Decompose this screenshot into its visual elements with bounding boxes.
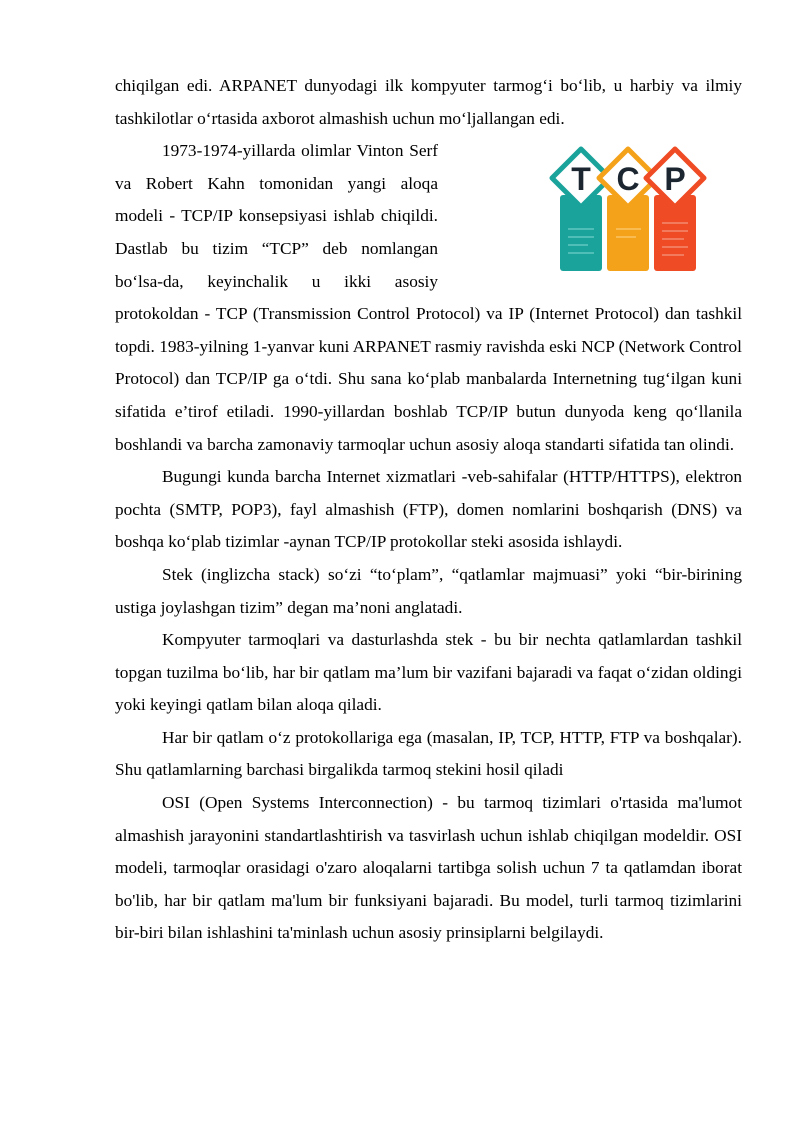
- paragraph-osi-model: OSI (Open Systems Interconnection) - bu tarmoq tizimlari o'rtasida ma'lumot almashish jarayonini standartlashtirish va tasvirlash uchun ishlab chiqilgan modeldir. OSI modeli, tarmoqlar orasidagi o'zaro aloqalarni tartibga solish uchun 7 ta qatlamdan iborat bo'lib, har bir qatlam ma'lum bir funksiyani bajaradi. Bu model, turli tarmoq tizimlarini bir-biri bilan ishlashini ta'minlash uchun asosiy prinsiplarni belgilaydi.: [115, 793, 742, 943]
- tcp-letter-p-text: P: [664, 161, 686, 198]
- paragraph-layer-protocols: Har bir qatlam o‘z protokollariga ega (masalan, IP, TCP, HTTP, FTP va boshqalar). Shu qatlamlarning barchasi birgalikda tarmoq stekini hosil qiladi: [115, 727, 742, 780]
- tcp-logo: [538, 143, 718, 273]
- tcp-letter-c-text: C: [616, 161, 640, 198]
- tcp-letter-t: [552, 149, 610, 271]
- tcp-section: [115, 135, 742, 461]
- tcp-letter-p: [646, 149, 704, 271]
- paragraph-tcp-ip-history: 1973-1974-yillarda olimlar Vinton Serf va Robert Kahn tomonidan yangi aloqa modeli - TCP/IP konsepsiyasi ishlab chiqildi. Dastlab bu tizim “TCP” deb nomlangan bo‘lsa-da, keyinchalik u ikki asosiy protokoldan - TCP (Transmission Control Protocol) va IP (Internet Protocol) dan tashkil topdi. 1983-yilning 1-yanvar kuni ARPANET rasmiy ravishda eski NCP (Network Control Protocol) dan TCP/IP ga o‘tdi. Shu sana ko‘plab manbalarda Internetning tug‘ilgan kuni sifatida e’tirof etiladi. 1990-yillardan boshlab TCP/IP butun dunyoda keng qo‘llanila boshlandi va barcha zamonaviy tarmoqlar uchun asosiy aloqa standarti sifatida tan olindi.: [115, 141, 742, 454]
- paragraph-internet-services: Bugungi kunda barcha Internet xizmatlari -veb-sahifalar (HTTP/HTTPS), elektron pochta (SMTP, POP3), fayl almashish (FTP), domen nomlarini boshqarish (DNS) va boshqa ko‘plab tizimlar -aynan TCP/IP protokollar steki asosida ishlaydi.: [115, 467, 742, 552]
- paragraph-stack-networks: Kompyuter tarmoqlari va dasturlashda stek - bu bir nechta qatlamlardan tashkil topgan tuzilma bo‘lib, har bir qatlam ma’lum bir vazifani bajaradi va faqat o‘zidan oldingi yoki keyingi qatlam bilan aloqa qiladi.: [115, 630, 742, 715]
- tcp-letter-c: [599, 149, 657, 271]
- document-page: [115, 70, 742, 950]
- tcp-letter-t-text: T: [571, 161, 591, 198]
- paragraph-stack-definition: Stek (inglizcha stack) so‘zi “to‘plam”, “qatlamlar majmuasi” yoki “bir-birining ustiga joylashgan tizim” degan ma’noni anglatadi.: [115, 564, 742, 617]
- paragraph-arpanet: chiqilgan edi. ARPANET dunyodagi ilk kompyuter tarmog‘i bo‘lib, u harbiy va ilmiy tashkilotlar o‘rtasida axborot almashish uchun mo‘ljallangan edi.: [115, 76, 742, 128]
- tcp-logo-figure: [452, 137, 742, 297]
